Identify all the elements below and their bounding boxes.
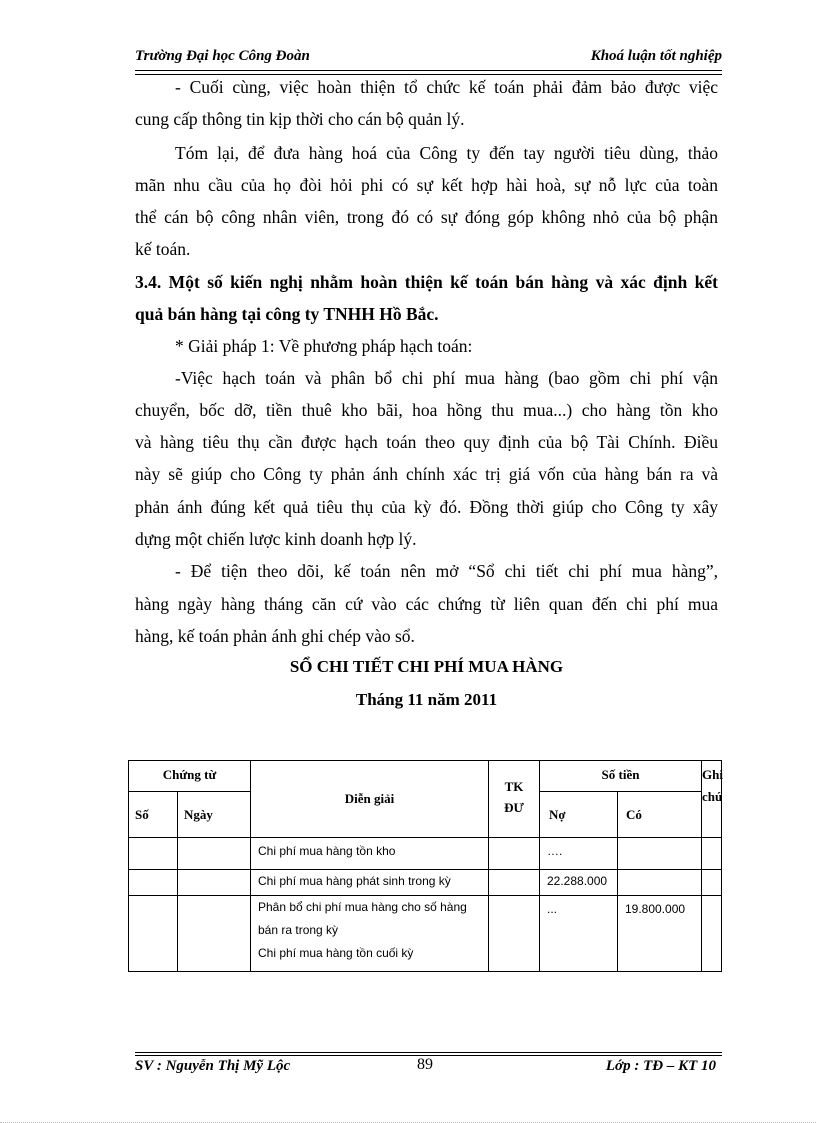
paragraph-line: kế toán. — [135, 239, 191, 259]
table-row — [129, 896, 722, 972]
amount-header: Số tiền — [540, 761, 702, 792]
debit-cell: ... — [540, 896, 618, 972]
header-rule-thin — [135, 74, 722, 75]
footer-class: Lớp : TĐ – KT 10 — [605, 1058, 716, 1074]
section-heading: 3.4. Một số kiến nghị nhằm hoàn thiện kế toán bán hàng và xác định kết — [135, 272, 718, 292]
description-cell: Chi phí mua hàng tồn kho — [251, 838, 489, 870]
ledger-title: SỔ CHI TIẾT CHI PHÍ MUA HÀNG — [289, 657, 564, 676]
paragraph-line: này sẽ giúp cho Công ty phản ánh chính xác trị giá vốn của hàng bán ra và — [135, 464, 718, 484]
credit-cell: 19.800.000 — [618, 896, 702, 972]
solution-heading: * Giải pháp 1: Về phương pháp hạch toán: — [175, 336, 473, 356]
description-line: Phân bổ chi phí mua hàng cho số hàng — [258, 900, 467, 914]
date-cell — [178, 870, 251, 896]
paragraph-line: hàng ngày hàng tháng căn cứ vào các chứng từ liên quan đến chi phí mua — [135, 594, 718, 614]
date-cell — [178, 896, 251, 972]
voucher-header: Chứng từ — [129, 761, 251, 792]
account-header — [489, 761, 540, 838]
table-row — [129, 838, 722, 870]
footer-rule-thin — [135, 1052, 722, 1053]
account-cell — [489, 870, 540, 896]
paragraph-line: thể cán bộ công nhân viên, trong đó có sự đóng góp không nhỏ của bộ phận — [135, 207, 718, 227]
section-heading: quả bán hàng tại công ty TNHH Hồ Bắc. — [135, 304, 439, 324]
description-line: Chi phí mua hàng tồn cuối kỳ — [258, 946, 414, 960]
note-cell — [702, 838, 722, 870]
number-header: Số — [129, 792, 178, 838]
account-header-line2: ĐƯ — [504, 800, 524, 815]
date-cell — [178, 838, 251, 870]
paragraph-line: mãn nhu cầu của họ đòi hỏi phi có sự kết hợp hài hoà, sự nỗ lực của toàn — [135, 175, 718, 195]
paragraph-line: dựng một chiến lược kinh doanh hợp lý. — [135, 529, 417, 549]
credit-cell — [618, 838, 702, 870]
note-header-line2: chú — [702, 789, 723, 804]
header-doc-type: Khoá luận tốt nghiệp — [590, 48, 722, 64]
paragraph-line: hàng, kế toán phản ánh ghi chép vào sổ. — [135, 626, 415, 646]
credit-header: Có — [618, 792, 702, 838]
note-header — [702, 761, 722, 838]
note-cell — [702, 870, 722, 896]
ledger-period: Tháng 11 năm 2011 — [355, 690, 498, 709]
description-cell — [251, 896, 489, 972]
paragraph-line: - Cuối cùng, việc hoàn thiện tổ chức kế toán phải đảm bảo được việc — [175, 77, 718, 97]
paragraph-line: Tóm lại, để đưa hàng hoá của Công ty đến tay người tiêu dùng, thảo — [175, 143, 718, 163]
header-rule — [135, 70, 722, 71]
page-number: 89 — [417, 1056, 433, 1073]
account-header-line1: TK — [504, 779, 524, 794]
account-cell — [489, 896, 540, 972]
number-cell — [129, 896, 178, 972]
footer-student: SV : Nguyễn Thị Mỹ Lộc — [135, 1058, 291, 1074]
date-header: Ngày — [178, 792, 251, 838]
paragraph-line: - Để tiện theo dõi, kế toán nên mở “Sổ chi tiết chi phí mua hàng”, — [175, 561, 718, 581]
debit-header: Nợ — [540, 792, 618, 838]
debit-cell: …. — [540, 838, 618, 870]
paragraph-line: -Việc hạch toán và phân bổ chi phí mua hàng (bao gồm chi phí vận — [175, 368, 718, 388]
header-school: Trường Đại học Công Đoàn — [135, 48, 310, 64]
description-cell: Chi phí mua hàng phát sinh trong kỳ — [251, 870, 489, 896]
table-row — [129, 870, 722, 896]
paragraph-line: cung cấp thông tin kịp thời cho cán bộ quản lý. — [135, 109, 465, 129]
paragraph-line: và hàng tiêu thụ cần được hạch toán theo quy định của bộ Tài Chính. Điều — [135, 432, 718, 452]
credit-cell — [618, 870, 702, 896]
description-line: bán ra trong kỳ — [258, 923, 339, 937]
paragraph-line: phản ánh đúng kết quả tiêu thụ của kỳ đó. Đồng thời giúp cho Công ty xây — [135, 497, 718, 517]
note-cell — [702, 896, 722, 972]
debit-cell: 22.288.000 — [540, 870, 618, 896]
account-cell — [489, 838, 540, 870]
note-header-line1: Ghi — [702, 767, 723, 782]
description-header: Diễn giải — [251, 761, 489, 838]
paragraph-line: chuyển, bốc dỡ, tiền thuê kho bãi, hoa hồng thu mua...) cho hàng tồn kho — [135, 400, 718, 420]
ledger-table — [128, 760, 722, 972]
number-cell — [129, 838, 178, 870]
number-cell — [129, 870, 178, 896]
